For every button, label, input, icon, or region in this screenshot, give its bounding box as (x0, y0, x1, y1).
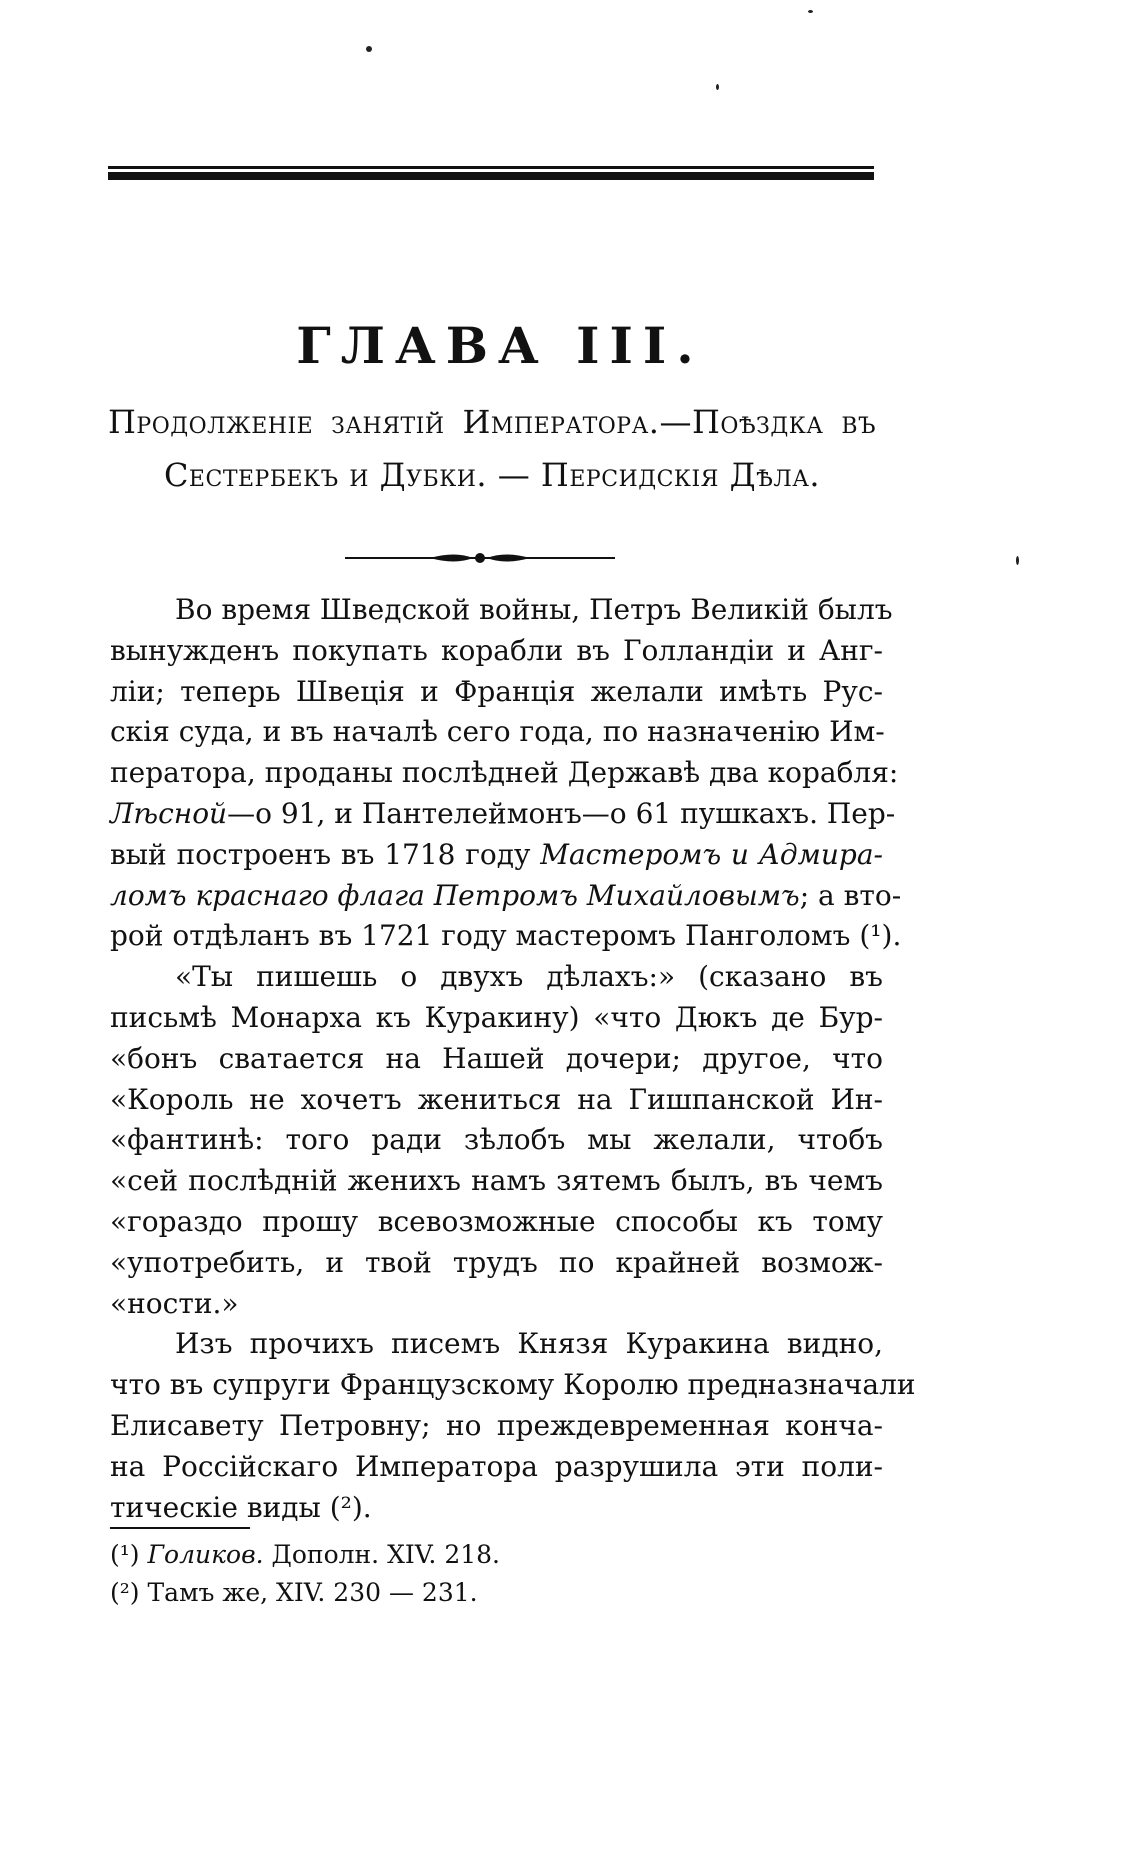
footnote-author: Голиков. (147, 1540, 264, 1569)
italic-text: Лѣсной (110, 796, 228, 830)
text-line (110, 876, 902, 917)
text-line (110, 835, 883, 876)
text-segment: вый построенъ въ 1718 году (110, 837, 541, 871)
print-speck (366, 46, 372, 52)
text-line: вынужденъ покупать корабли въ Голландіи и Анг- (110, 633, 883, 667)
italic-text: ломъ краснаго флага Петромъ Михайловымъ (110, 878, 800, 912)
text-line: ператора, проданы послѣдней Державѣ два корабля: (110, 756, 899, 790)
header-double-rule (108, 166, 874, 180)
text-line: «гораздо прошу всевозможные способы къ тому (110, 1204, 883, 1238)
italic-text: Мастеромъ и Адмира- (540, 837, 884, 871)
footnote-mark: (¹) (110, 1540, 148, 1569)
text-line: что въ супруги Французскому Королю предназначали (110, 1368, 916, 1402)
ornament-divider-icon (345, 549, 615, 567)
text-line: ліи; теперь Швеція и Франція желали имѣть Рус- (110, 674, 883, 708)
footnote-reference: Тамъ же, XIV. 230 — 231. (147, 1578, 478, 1607)
text-line: скія суда, и въ началѣ сего года, по назначенію Им- (110, 715, 885, 749)
footnote-reference: Дополн. XIV. 218. (263, 1540, 500, 1569)
body-text (110, 590, 916, 1528)
text-line: тическіе виды (²). (110, 1490, 372, 1524)
footnote (110, 1574, 710, 1612)
text-line: «Король не хочетъ жениться на Гишпанской Ин- (110, 1082, 883, 1116)
print-speck (716, 84, 719, 90)
text-line: «употребить, и твой трудъ по крайней возмож- (110, 1245, 883, 1279)
text-line: Во время Шведской войны, Петръ Великій былъ (175, 593, 893, 626)
text-line: «ности.» (110, 1286, 239, 1320)
footnote-separator (110, 1527, 250, 1529)
text-line: Изъ прочихъ писемъ Князя Куракина видно, (175, 1327, 883, 1361)
text-line: письмѣ Монарха къ Куракину) «что Дюкъ де Бур- (110, 1000, 883, 1034)
text-line: на Россійскаго Императора разрушила эти поли- (110, 1449, 883, 1483)
text-segment: —о 91, и Пантелеймонъ—о 61 пушкахъ. Пер- (227, 796, 896, 830)
footnote-mark: (²) (110, 1578, 148, 1607)
text-line: «сей послѣдній женихъ намъ зятемъ былъ, въ чемъ (110, 1164, 883, 1198)
text-line: рой отдѣланъ въ 1721 году мастеромъ Панголомъ (¹). (110, 919, 902, 953)
text-line: «фантинѣ: того ради зѣлобъ мы желали, чтобъ (110, 1123, 883, 1157)
text-line (110, 794, 896, 835)
footnotes (110, 1536, 710, 1612)
text-segment: ; а вто- (799, 878, 902, 912)
print-speck (1016, 556, 1019, 565)
text-line: «бонъ сватается на Нашей дочери; другое, что (110, 1041, 883, 1075)
print-speck (808, 10, 813, 13)
text-line: Елисавету Петровну; но преждевременная конча- (110, 1408, 883, 1442)
chapter-summary: Продолженіе занятій Императора.—Поѣздка въ Сестербекъ и Дубки. — Персидскія Дѣла. (108, 403, 876, 494)
chapter-title: ГЛАВА III. (296, 316, 704, 375)
text-line: «Ты пишешь о двухъ дѣлахъ:» (сказано въ (175, 960, 883, 994)
footnote (110, 1536, 710, 1574)
